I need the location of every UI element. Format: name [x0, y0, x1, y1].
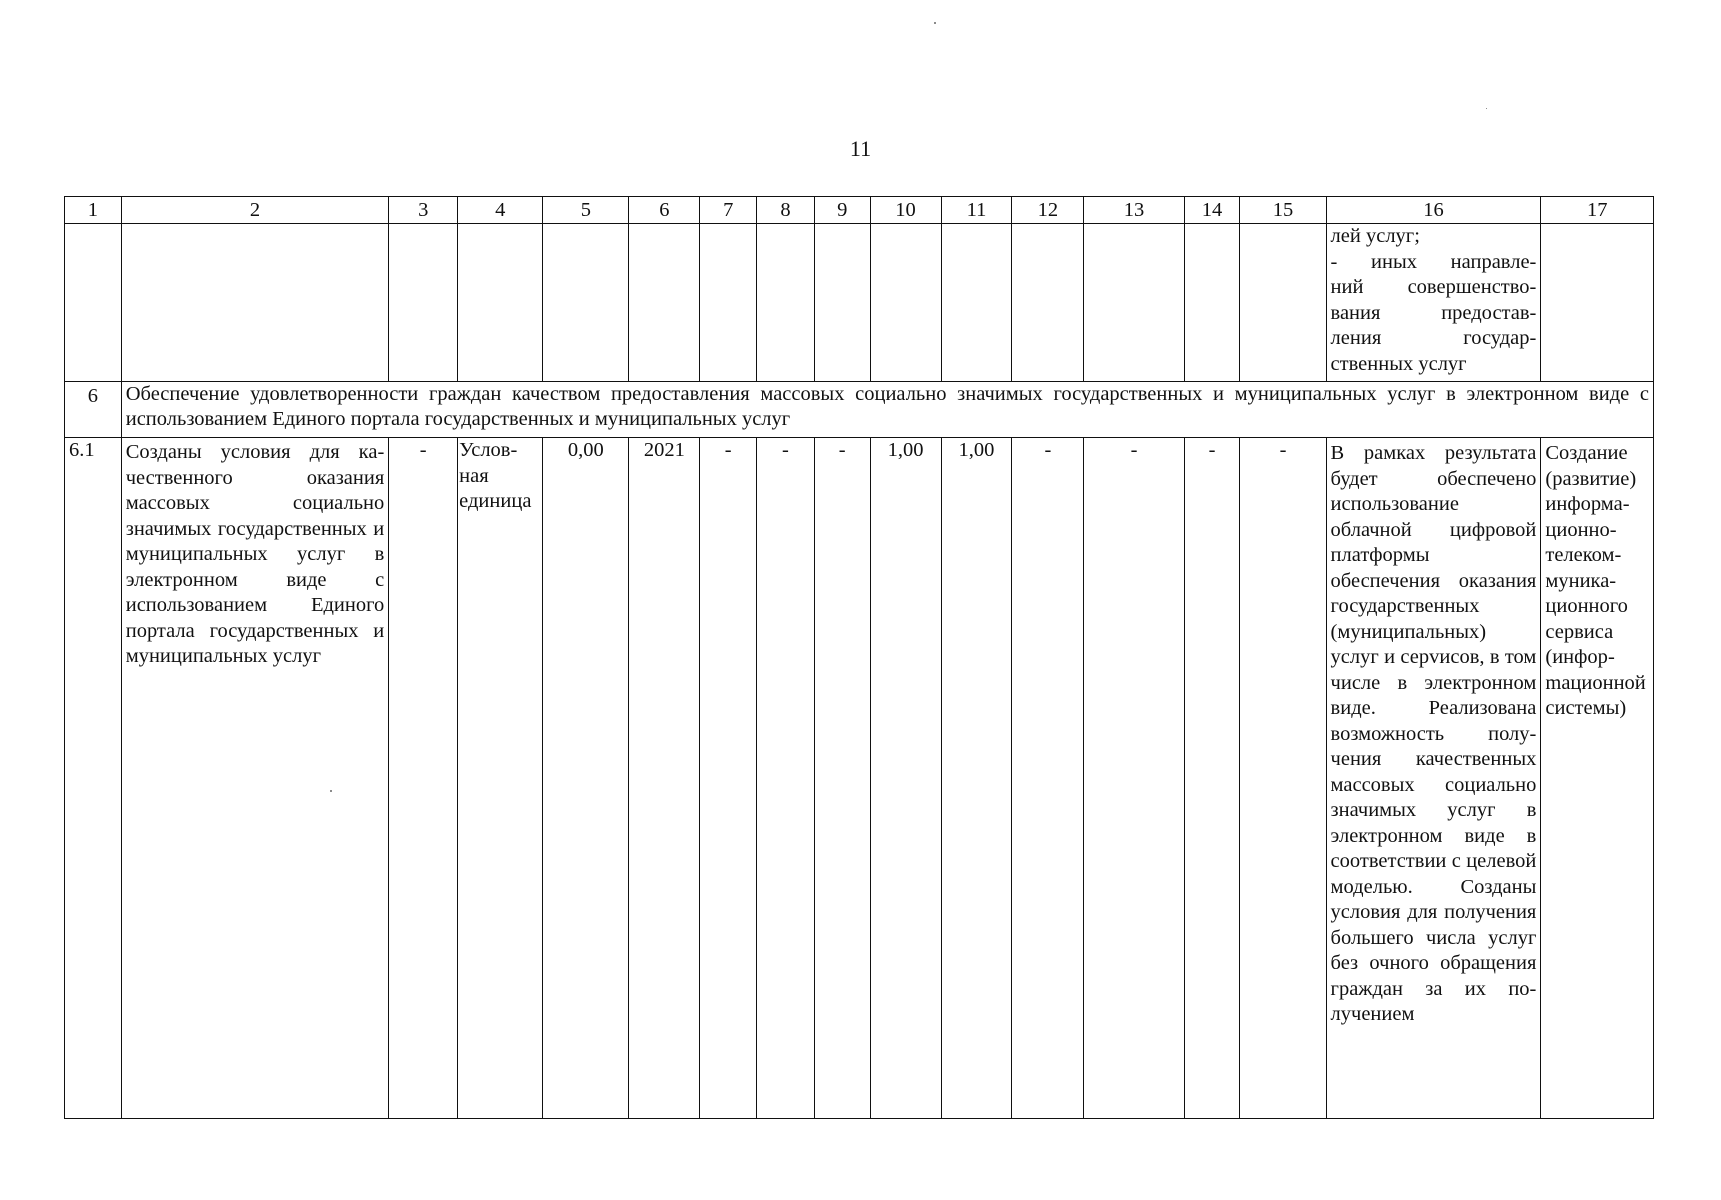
- column-number: 3: [389, 197, 458, 224]
- empty-cell: [65, 224, 122, 382]
- continuation-row: [65, 224, 1654, 382]
- item-row: [65, 438, 1654, 1119]
- column-number: 17: [1541, 197, 1654, 224]
- item-base-value: 0,00: [543, 438, 629, 1119]
- item-link-cell: [1541, 438, 1654, 1119]
- scan-speck: [330, 790, 332, 792]
- column-number: 15: [1240, 197, 1326, 224]
- empty-cell: [700, 224, 757, 382]
- column-number: 16: [1326, 197, 1541, 224]
- empty-cell: [1012, 224, 1084, 382]
- scan-speck: [934, 22, 936, 24]
- continued-description-line: ления государ-: [1330, 327, 1537, 349]
- empty-cell: [814, 224, 870, 382]
- empty-cell: [757, 224, 815, 382]
- empty-cell: [1084, 224, 1184, 382]
- column-number: 5: [543, 197, 629, 224]
- column-number: 1: [65, 197, 122, 224]
- empty-cell: [458, 224, 543, 382]
- item-description-cell: [1326, 438, 1541, 1119]
- empty-cell: [121, 224, 389, 382]
- page-number: 11: [849, 136, 872, 161]
- continued-description-line: вания предостав-: [1330, 301, 1537, 324]
- item-col15: -: [1240, 438, 1326, 1119]
- item-unit-line: Услов-: [459, 439, 518, 461]
- column-number: 13: [1084, 197, 1184, 224]
- item-col9: -: [814, 438, 870, 1119]
- item-name: Созданы условия для качественного оказания массовых социально значимых государственных и муниципальных услуг в электронном виде с использованием Единого портала государственных и муниципальных услуг: [125, 441, 385, 667]
- empty-cell: [629, 224, 700, 382]
- item-base-year: 2021: [629, 438, 700, 1119]
- column-number: 14: [1184, 197, 1240, 224]
- empty-cell: [1184, 224, 1240, 382]
- item-col10: 1,00: [870, 438, 941, 1119]
- section-number: 6: [65, 382, 122, 438]
- item-col12: -: [1012, 438, 1084, 1119]
- empty-cell: [1240, 224, 1326, 382]
- section-row: [65, 382, 1654, 438]
- column-number: 9: [814, 197, 870, 224]
- column-number-row: [65, 197, 1654, 224]
- item-col11: 1,00: [941, 438, 1012, 1119]
- item-link: Создание (развитие) информационно-телекоммуникационного сервиса (инфорmационной системы): [1545, 442, 1646, 719]
- continued-description-line: - иных направле-: [1330, 250, 1537, 273]
- column-number: 2: [121, 197, 389, 224]
- column-number: 12: [1012, 197, 1084, 224]
- column-number: 8: [757, 197, 815, 224]
- item-col8: -: [757, 438, 815, 1119]
- item-col3: -: [389, 438, 458, 1119]
- item-unit-line: ная: [459, 464, 489, 487]
- empty-cell: [870, 224, 941, 382]
- item-unit-cell: [458, 438, 543, 1119]
- item-col14: -: [1184, 438, 1240, 1119]
- item-unit-line: единица: [459, 490, 532, 512]
- section-title: Обеспечение удовлетворенности граждан качеством предоставления массовых социально значимых государственных и муниципальных услуг в электронном виде с использованием Единого портала государственных и муниципальных услуг: [121, 382, 1653, 438]
- item-col13: -: [1084, 438, 1184, 1119]
- item-name-cell: [121, 438, 389, 1119]
- empty-cell: [389, 224, 458, 382]
- item-number: 6.1: [65, 438, 122, 1119]
- column-number: 11: [941, 197, 1012, 224]
- scan-speck: [1486, 108, 1487, 109]
- empty-cell: [543, 224, 629, 382]
- item-col7: -: [700, 438, 757, 1119]
- continued-description-line: лей услуг;: [1330, 225, 1420, 247]
- column-number: 7: [700, 197, 757, 224]
- empty-cell: [941, 224, 1012, 382]
- empty-cell: [1541, 224, 1654, 382]
- column-number: 4: [458, 197, 543, 224]
- item-description: В рамках результата будет обеспечено использование облачной цифровой платформы обеспечения оказания государственных (муниципальных) услуг и серvисов, в том числе в электронном виде. Реализована возможность получения качественных массовых социально значимых услуг в электронном виде в соответствии с целевой моделью. Созданы условия для получения большего числа услуг без очного обращения граждан за их получением: [1330, 442, 1537, 1025]
- continued-description-line: ний совершенство-: [1330, 276, 1537, 298]
- results-table: [64, 196, 1654, 1119]
- column-number: 6: [629, 197, 700, 224]
- continued-description-cell: [1326, 224, 1541, 382]
- column-number: 10: [870, 197, 941, 224]
- continued-description-line: ственных услуг: [1330, 352, 1467, 375]
